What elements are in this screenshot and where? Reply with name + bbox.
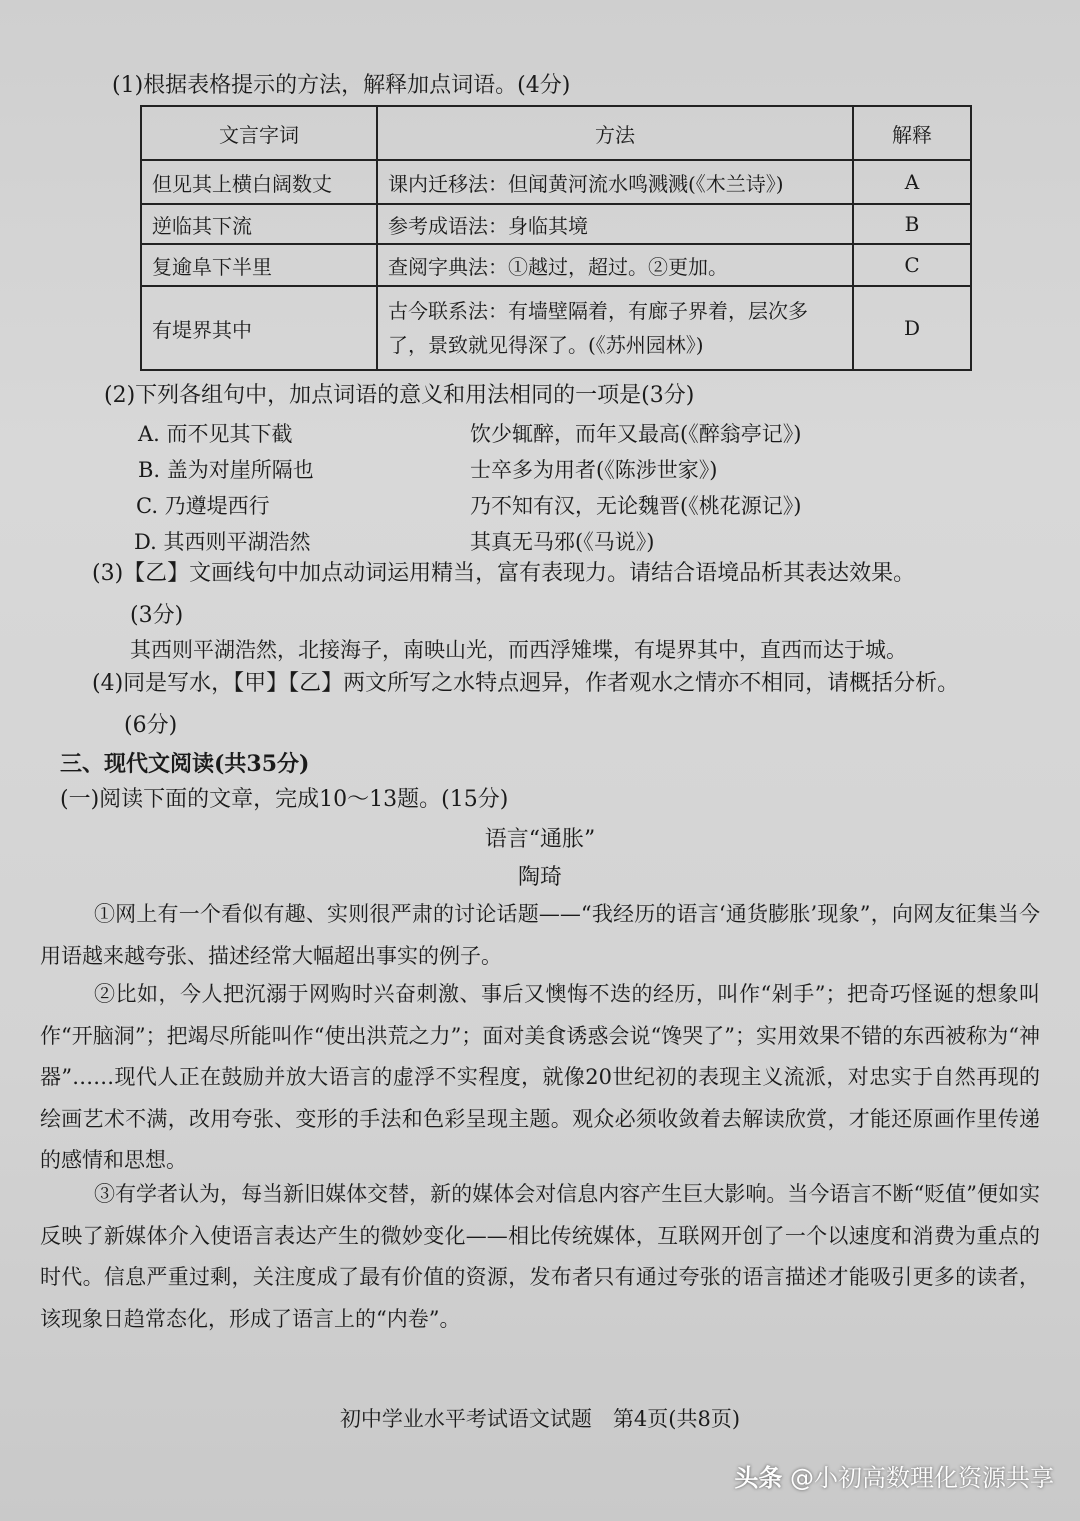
section-heading: 三、现代文阅读(共35分): [60, 751, 310, 777]
header-method: 方法: [377, 106, 853, 160]
article-paragraph-3: ③有学者认为，每当新旧媒体交替，新的媒体会对信息内容产生巨大影响。当今语言不断“贬值”便如实反映了新媒体介入使语言表达产生的微妙变化——相比传统媒体，互联网开创了一个以速度和消费为重点的时代。信息严重过剩，关注度成了最有价值的资源，发布者只有通过夸张的语言描述才能吸引更多的读者，该现象日趋常态化，形成了语言上的“内卷”。: [40, 1182, 1040, 1331]
row-answer: A: [853, 160, 971, 204]
watermark-account: @小初高数理化资源共享: [790, 1464, 1054, 1492]
row-answer: B: [853, 204, 971, 244]
row-answer: C: [853, 244, 971, 286]
row-word: 有堤界其中: [141, 286, 377, 370]
article-paragraph-1: ①网上有一个看似有趣、实则很严肃的讨论话题——“我经历的语言‘通货膨胀’现象”，向网友征集当今用语越来越夸张、描述经常大幅超出事实的例子。: [40, 902, 1040, 968]
table-header-row: [141, 106, 971, 160]
row-word: 复逾阜下半里: [141, 244, 377, 286]
table-row: [141, 244, 971, 286]
q2-option-b-right: 士卒多为用者(《陈涉世家》): [470, 458, 718, 482]
header-word: 文言字词: [141, 106, 377, 160]
q2-option-c-right: 乃不知有汉，无论魏晋(《桃花源记》): [470, 494, 802, 518]
q2-option-d-right: 其真无马邪(《马说》): [470, 530, 655, 554]
row-word: 但见其上横白阔数丈: [141, 160, 377, 204]
row-method: 参考成语法：身临其境: [377, 204, 853, 244]
answer-table: [140, 105, 972, 371]
row-method: 古今联系法：有墙壁隔着，有廊子界着，层次多了，景致就见得深了。(《苏州园林》): [377, 286, 853, 370]
section-subheading: (一)阅读下面的文章，完成10～13题。(15分): [60, 787, 509, 812]
q3-prompt: (3)【乙】文画线句中加点动词运用精当，富有表现力。请结合语境品析其表达效果。: [92, 561, 916, 586]
watermark: [734, 1458, 1054, 1493]
q4-prompt: (4)同是写水，【甲】【乙】两文所写之水特点迥异，作者观水之情亦不相同，请概括分析。: [92, 671, 960, 696]
q1-prompt: (1)根据表格提示的方法，解释加点词语。(4分): [112, 73, 571, 98]
q2-option-b-left: B. 盖为对崖所隔也: [138, 458, 314, 482]
q3-quote: 其西则平湖浩然，北接海子，南映山光，而西浮雉堞，有堤界其中，直西而达于城。: [130, 638, 907, 662]
row-word: 逆临其下流: [141, 204, 377, 244]
page-footer: 初中学业水平考试语文试题 第4页(共8页): [339, 1407, 741, 1431]
article-paragraph-2: ②比如，今人把沉溺于网购时兴奋刺激、事后又懊悔不迭的经历，叫作“剁手”；把奇巧怪诞的想象叫作“开脑洞”；把竭尽所能叫作“使出洪荒之力”；面对美食诱惑会说“馋哭了”；实用效果不错的东西被称为“神器”……现代人正在鼓励并放大语言的虚浮不实程度，就像20世纪初的表现主义流派，对忠实于自然再现的绘画艺术不满，改用夸张、变形的手法和色彩呈现主题。观众必须收敛着去解读欣赏，才能还原画作里传递的感情和思想。: [40, 982, 1040, 1172]
row-method: 查阅字典法：①越过，超过。②更加。: [377, 244, 853, 286]
table-row: [141, 160, 971, 204]
row-answer: D: [853, 286, 971, 370]
q4-score: (6分): [124, 713, 178, 738]
q2-option-a-right: 饮少辄醉，而年又最高(《醉翁亭记》): [470, 422, 802, 446]
article-author: 陶琦: [517, 865, 562, 890]
q2-option-a-left: A. 而不见其下截: [138, 422, 293, 446]
row-method: 课内迁移法：但闻黄河流水鸣溅溅(《木兰诗》): [377, 160, 853, 204]
table-row: [141, 286, 971, 370]
q2-option-c-left: C. 乃遵堤西行: [136, 494, 270, 518]
watermark-brand: 头条: [734, 1464, 783, 1492]
q2-option-d-left: D. 其西则平湖浩然: [134, 530, 311, 554]
article-title: 语言“通胀”: [484, 827, 596, 852]
table-row: [141, 204, 971, 244]
q3-score: (3分): [130, 603, 184, 628]
q2-prompt: (2)下列各组句中，加点词语的意义和用法相同的一项是(3分): [104, 383, 695, 408]
header-answer: 解释: [853, 106, 971, 160]
